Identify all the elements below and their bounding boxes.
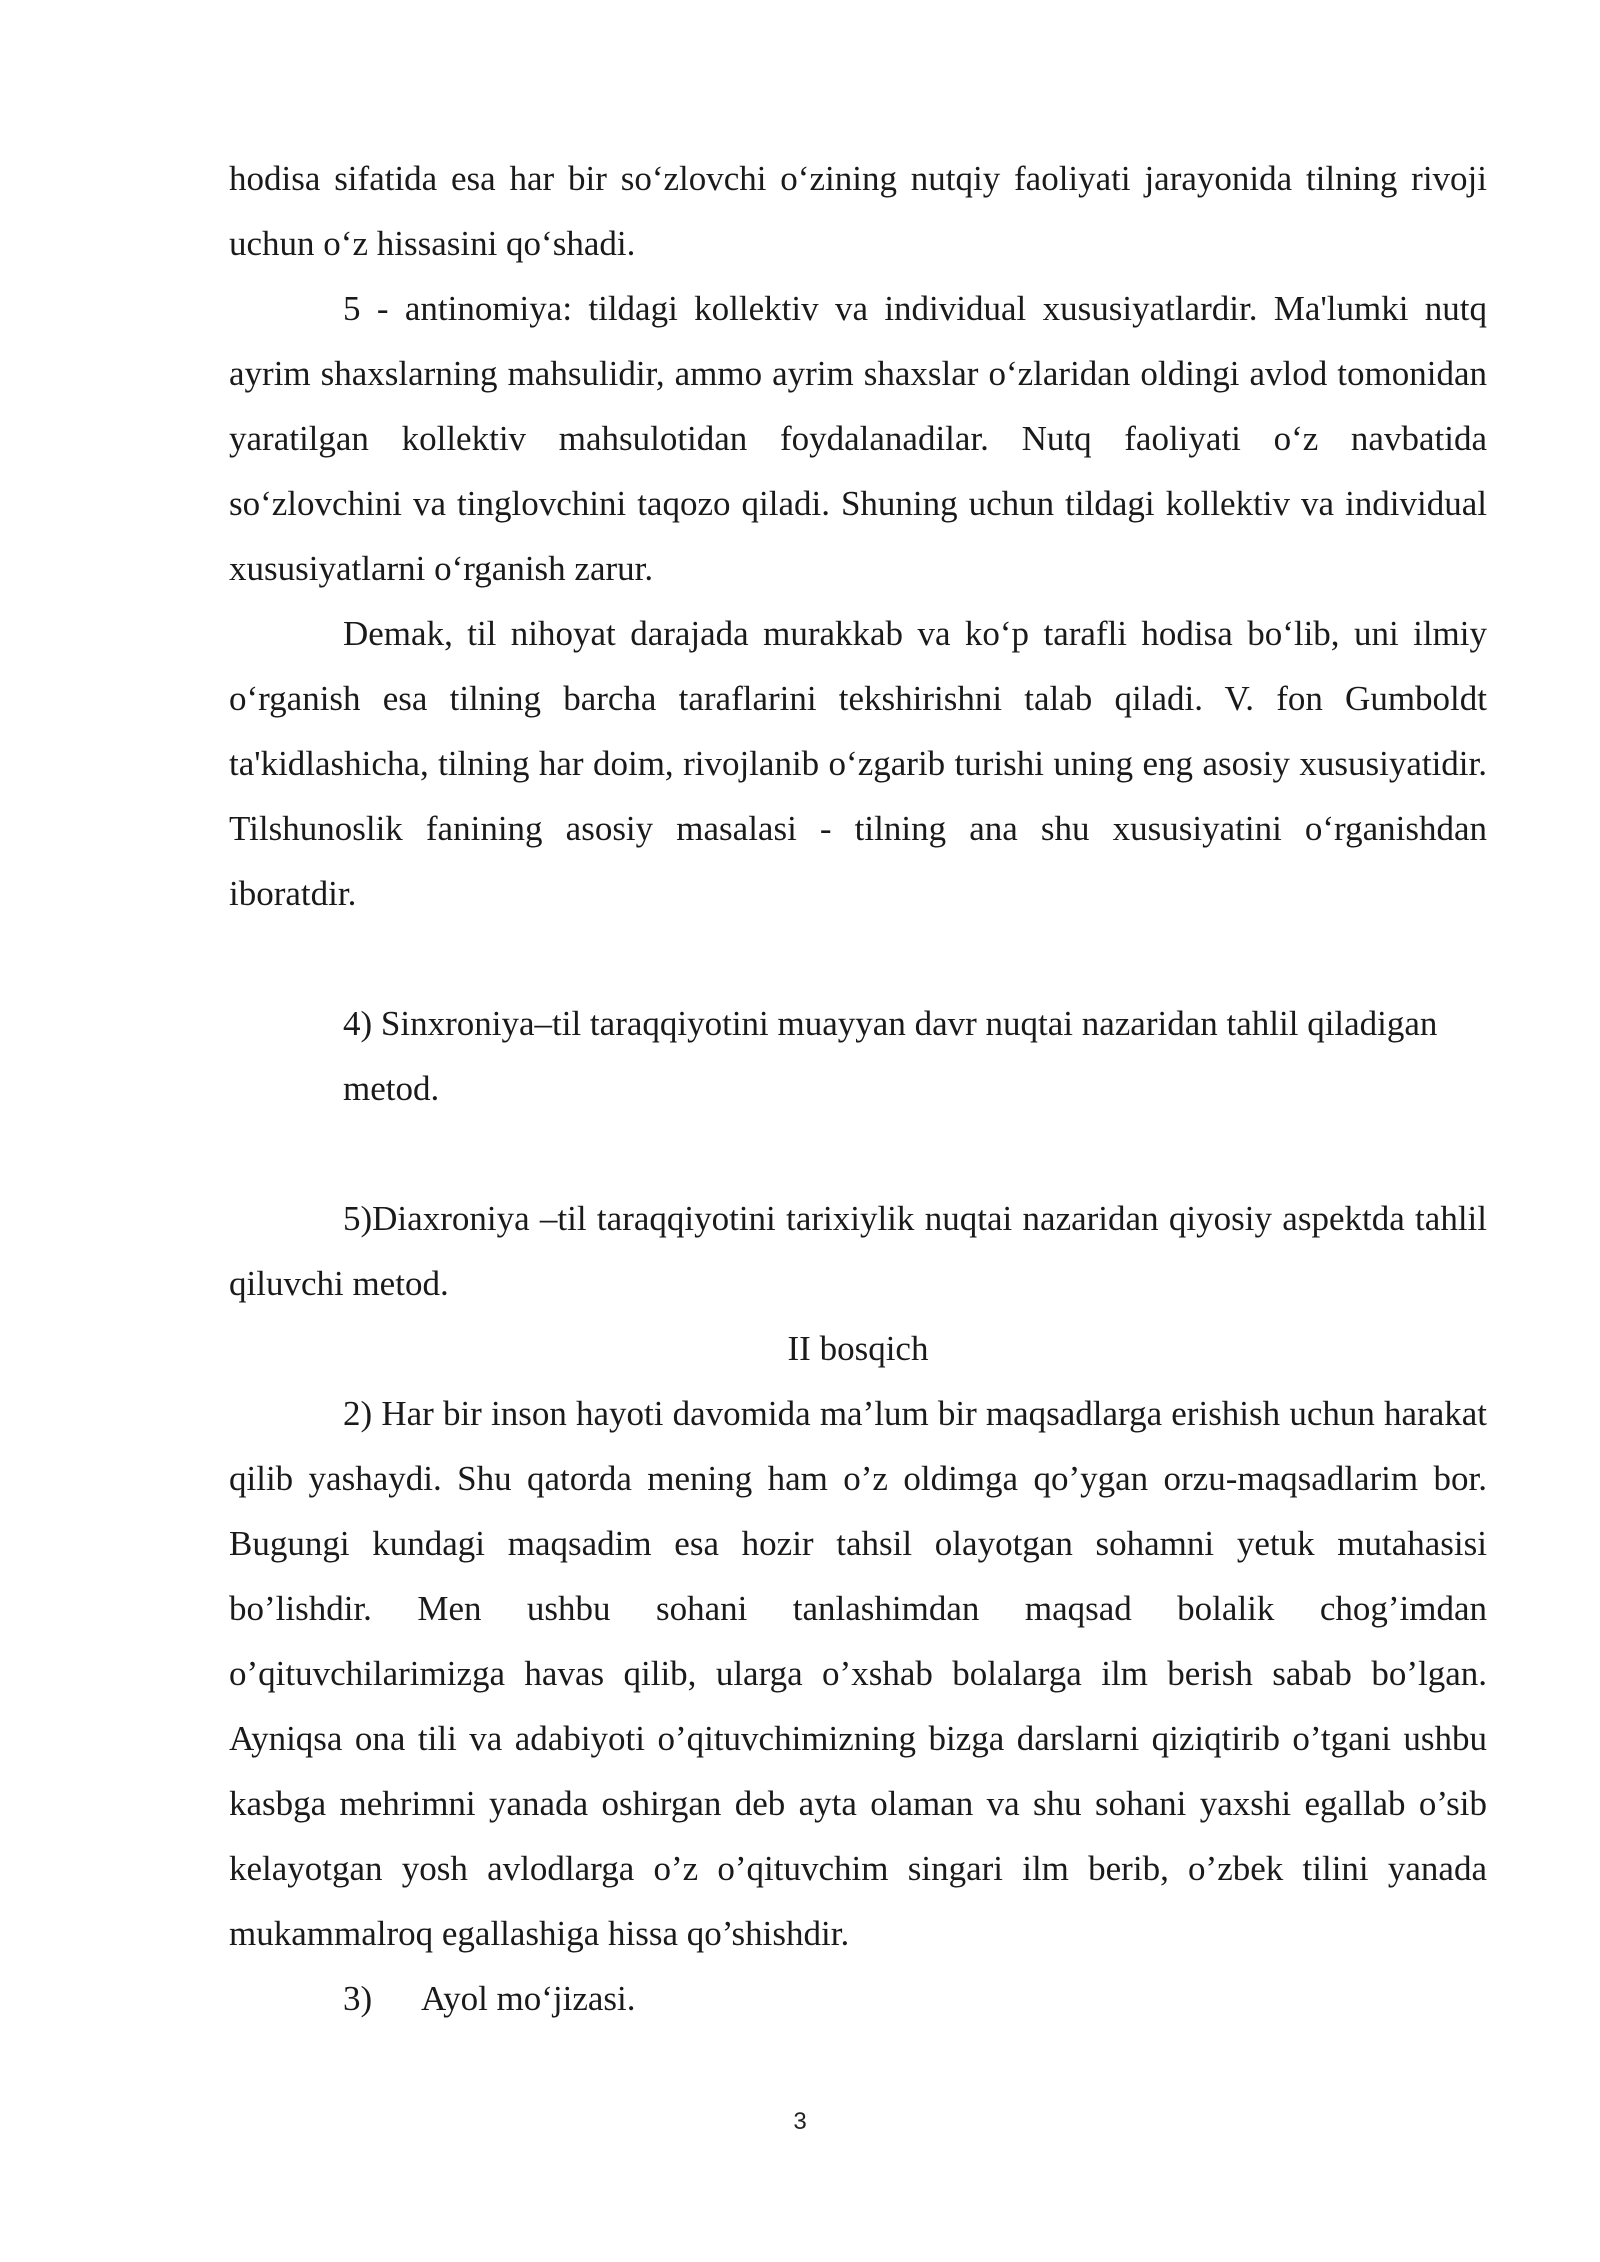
blank-line [229, 926, 1487, 991]
list-item-ayol [229, 1966, 1487, 2031]
paragraph-conclusion: Demak, til nihoyat darajada murakkab va ko‘p tarafli hodisa bo‘lib, uni ilmiy o‘rganish esa tilning barcha taraflarini tekshirishni talab qiladi. V. fon Gumboldt ta'kidlashicha, tilning har doim, rivojlanib o‘zgarib turishi uning eng asosiy xususiyatidir. Tilshunoslik fanining asosiy masalasi - tilning ana shu xususiyatini o‘rganishdan iboratdir. [229, 614, 1487, 913]
section-heading: II bosqich [787, 1329, 929, 1368]
paragraph-diachrony: 5)Diaxroniya –til taraqqiyotini tarixiylik nuqtai nazaridan qiyosiy aspektda tahlil qiluvchi metod. [229, 1199, 1487, 1303]
paragraph-continuation: hodisa sifatida esa har bir so‘zlovchi o‘zining nutqiy faoliyati jarayonida tilning rivoji uchun o‘z hissasini qo‘shadi. [229, 159, 1487, 263]
list-item-text: Ayol mo‘jizasi. [421, 1979, 636, 2018]
paragraph-synchrony: 4) Sinxroniya–til taraqqiyotini muayyan davr nuqtai nazaridan tahlil qiladigan [343, 1004, 1438, 1043]
document-body [229, 146, 1487, 2031]
paragraph-antinomy-5: 5 - antinomiya: tildagi kollektiv va individual xususiyatlardir. Ma'lumki nutq ayrim shaxslarning mahsulidir, ammo ayrim shaxslar o‘zlaridan oldingi avlod tomonidan yaratilgan kollektiv mahsulotidan foydalanadilar. Nutq faoliyati o‘z navbatida so‘zlovchini va tinglovchini taqozo qiladi. Shuning uchun tildagi kollektiv va individual xususiyatlarni o‘rganish zarur. [229, 289, 1487, 588]
list-item-number: 3) [343, 1979, 373, 2018]
page-number: 3 [793, 2108, 807, 2135]
paragraph-synchrony-continued: metod. [343, 1069, 440, 1108]
paragraph-goals: 2) Har bir inson hayoti davomida ma’lum bir maqsadlarga erishish uchun harakat qilib yashaydi. Shu qatorda mening ham o’z oldimga qo’ygan orzu-maqsadlarim bor. Bugungi kundagi maqsadim esa hozir tahsil olayotgan sohamni yetuk mutahasisi bo’lishdir. Men ushbu sohani tanlashimdan maqsad bolalik chog’imdan o’qituvchilarimizga havas qilib, ularga o’xshab bolalarga ilm berish sabab bo’lgan. Ayniqsa ona tili va adabiyoti o’qituvchimizning bizga darslarni qiziqtirib o’tgani ushbu kasbga mehrimni yanada oshirgan deb ayta olaman va shu sohani yaxshi egallab o’sib kelayotgan yosh avlodlarga o’z o’qituvchim singari ilm berib, o’zbek tilini yanada mukammalroq egallashiga hissa qo’shishdir. [229, 1394, 1487, 1953]
blank-line [229, 1121, 1487, 1186]
